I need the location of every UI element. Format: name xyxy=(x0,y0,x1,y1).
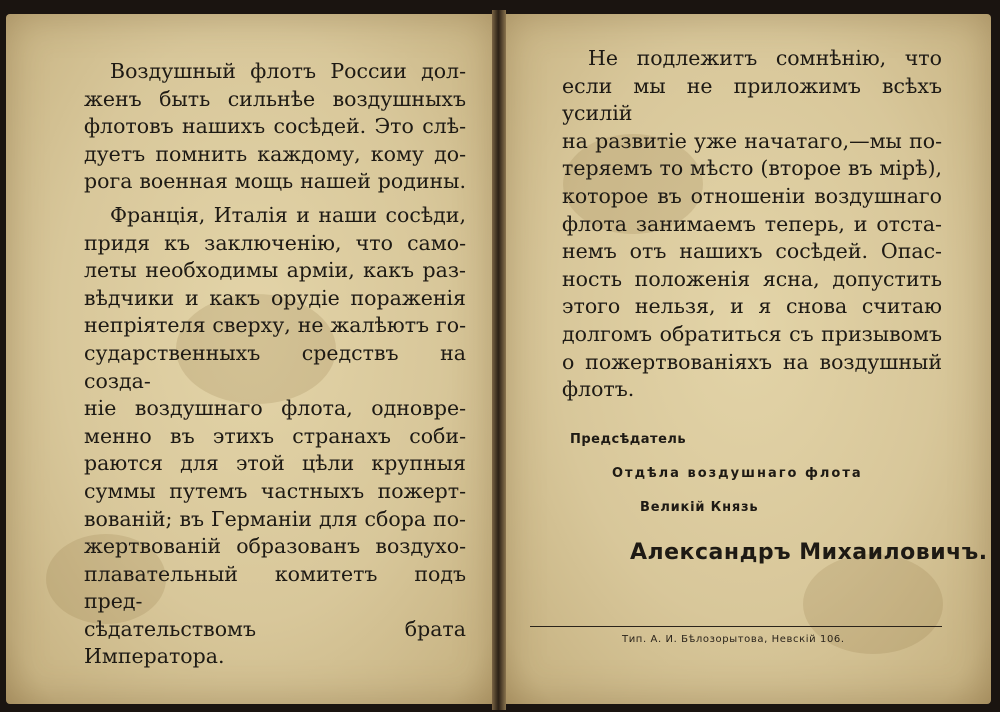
text-line: рога военная мощь нашей родины. xyxy=(84,169,466,194)
text-line: ніе воздушнаго флота, одновре- xyxy=(84,396,466,421)
text-line: леты необходимы арміи, какъ раз- xyxy=(84,258,466,283)
text-line: сѣдательствомъ брата Императора. xyxy=(84,616,466,669)
text-line: менно въ этихъ странахъ соби- xyxy=(84,423,466,448)
left-page-text xyxy=(84,58,466,671)
text-line: флотовъ нашихъ сосѣдей. Это слѣ- xyxy=(84,114,466,139)
text-line: ность положенія ясна, допустить xyxy=(562,266,942,291)
text-line: которое въ отношеніи воздушнаго xyxy=(562,183,942,208)
footer-rule xyxy=(530,626,942,627)
text-line: плавательный комитетъ подъ пред- xyxy=(84,561,466,614)
signature-title: Предсѣдатель xyxy=(570,432,687,447)
text-line: если мы не приложимъ всѣхъ усилій xyxy=(562,73,942,126)
text-line: придя къ заключенію, что само- xyxy=(84,230,466,255)
signature-rank: Великій Князь xyxy=(640,500,759,515)
text-line: Воздушный флотъ России дол- xyxy=(110,59,466,83)
text-line: флотъ. xyxy=(562,377,635,402)
signature-department: Отдѣла воздушнаго флота xyxy=(612,466,863,481)
text-line: женъ быть сильнѣе воздушныхъ xyxy=(84,86,466,111)
text-line: вованій; въ Германіи для сбора по- xyxy=(84,506,466,531)
paragraph-1 xyxy=(84,58,466,196)
text-line: немъ отъ нашихъ сосѣдей. Опас- xyxy=(562,239,942,264)
text-line: вѣдчики и какъ орудіе пораженія xyxy=(84,285,466,310)
signature-name: Александръ Михаиловичъ. xyxy=(630,540,988,565)
text-line: непріятеля сверху, не жалѣютъ го- xyxy=(84,313,466,338)
text-line: жертвованій образованъ воздухо- xyxy=(84,534,466,559)
text-line: Франція, Италія и наши сосѣди, xyxy=(110,202,466,227)
text-line: на развитіе уже начатаго,—мы по- xyxy=(562,128,942,153)
text-line: Не подлежитъ сомнѣнію, что xyxy=(588,46,942,70)
text-line: этого нельзя, и я снова считаю xyxy=(562,294,942,319)
text-line: сударственныхъ средствъ на созда- xyxy=(84,340,466,393)
book-spine xyxy=(492,10,506,710)
printer-imprint: Тип. А. И. Бѣлозорытова, Невскiй 106. xyxy=(622,634,845,645)
text-line: о пожертвованіяхъ на воздушный xyxy=(562,349,942,374)
right-page-text xyxy=(562,45,942,404)
text-line: теряемъ то мѣсто (второе въ мірѣ), xyxy=(562,156,942,181)
text-line: долгомъ обратиться съ призывомъ xyxy=(562,321,942,346)
text-line: раются для этой цѣли крупныя xyxy=(84,451,466,476)
paragraph-2 xyxy=(84,202,466,671)
text-line: флота занимаемъ теперь, и отста- xyxy=(562,211,942,236)
text-line: суммы путемъ частныхъ пожерт- xyxy=(84,478,466,503)
text-line: дуетъ помнить каждому, кому до- xyxy=(84,141,466,166)
